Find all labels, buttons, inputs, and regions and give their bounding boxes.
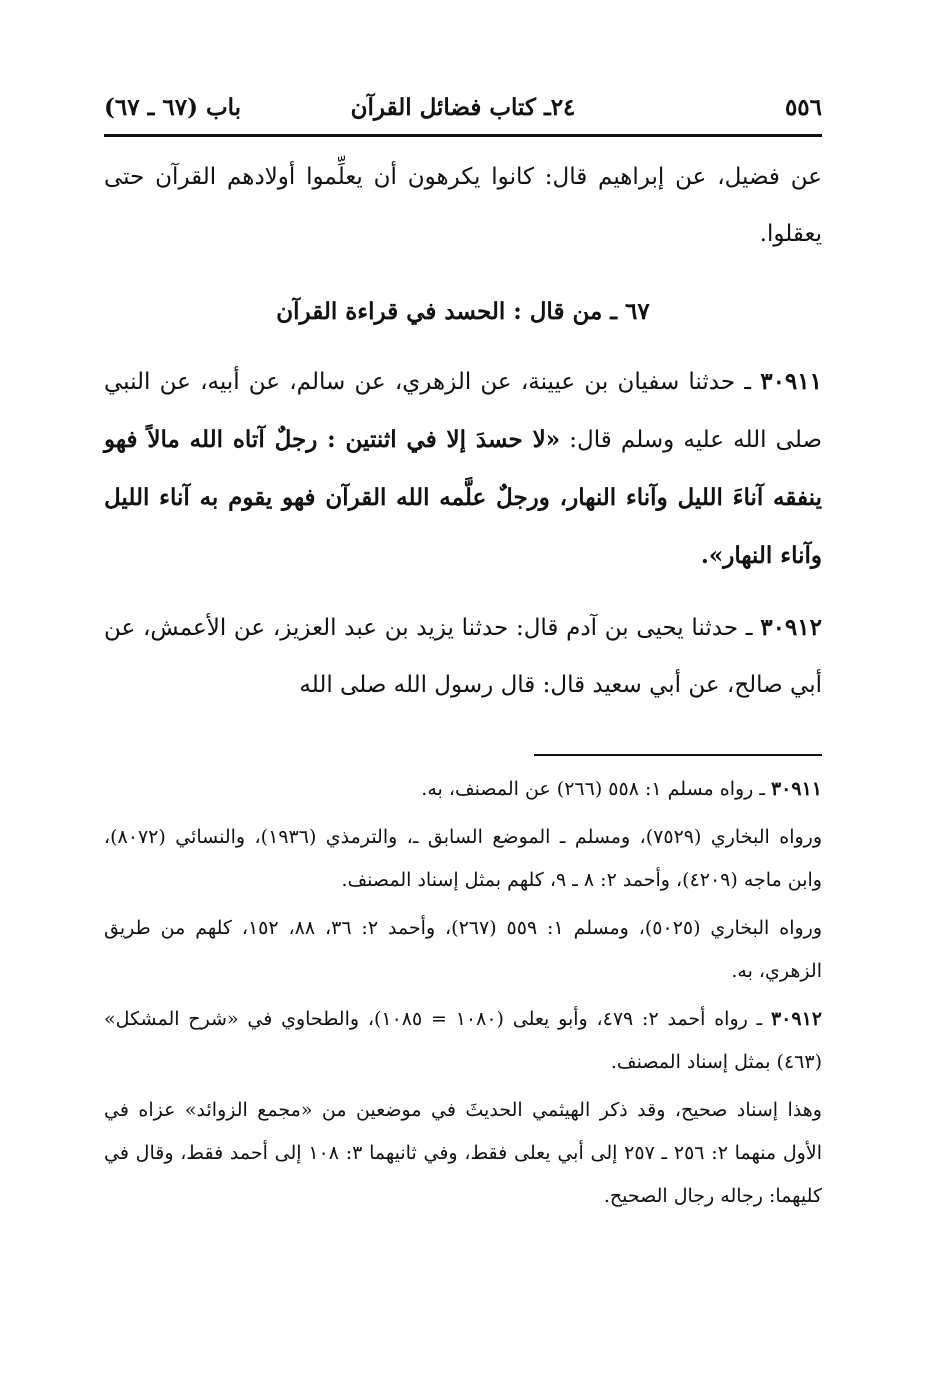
footnote-text: وهذا إسناد صحيح، وقد ذكر الهيثمي الحديثَ في موضعين من «مجمع الزوائد» عزاه في الأول منهما ٢: ٢٥٦ ـ ٢٥٧ إلى أبي يعلى فقط، وفي ثانيهما ٣: ١٠٨ إلى أحمد فقط، وقال في كليهما: رجاله رجال الصحيح. xyxy=(104,1099,822,1207)
hadith-30911 xyxy=(104,353,822,585)
footnote xyxy=(104,816,822,902)
footnote-text: ورواه البخاري (٧٥٢٩)، ومسلم ـ الموضع السابق ـ، والترمذي (١٩٣٦)، والنسائي (٨٠٧٢)، وابن ماجه (٤٢٠٩)، وأحمد ٢: ٨ ـ ٩، كلهم بمثل إسناد المصنف. xyxy=(104,826,822,891)
book-page xyxy=(104,88,822,1223)
footnote-text: ـ رواه أحمد ٢: ٤٧٩، وأبو يعلى (١٠٨٠ = ١٠٨٥)، والطحاوي في «شرح المشكل» (٤٦٣) بمثل إسناد المصنف. xyxy=(104,1008,822,1073)
page-header xyxy=(104,88,822,134)
chapter-range: باب (٦٧ ـ ٦٧) xyxy=(104,94,242,121)
footnote xyxy=(104,907,822,993)
intro-paragraph: عن فضيل، عن إبراهيم قال: كانوا يكرهون أن يعلِّموا أولادهم القرآن حتى يعقلوا. xyxy=(104,164,822,247)
footnote-text: ـ رواه مسلم ١: ٥٥٨ (٢٦٦) عن المصنف، به. xyxy=(421,778,771,800)
footnote xyxy=(104,768,822,811)
footnote-number: ٣٠٩١١ xyxy=(770,778,822,800)
section-heading: ٦٧ ـ من قال : الحسد في قراءة القرآن xyxy=(276,298,650,325)
footnote xyxy=(104,1089,822,1218)
page-number: ٥٥٦ xyxy=(784,94,822,121)
hadith-matn: «لا حسدَ إلا في اثنتين : رجلٌ آتاه الله مالاً فهو ينفقه آناءَ الليل وآناء النهار، ورجلٌ علَّمه الله القرآن فهو يقوم به آناء الليل وآناء النهار». xyxy=(104,426,822,569)
hadith-isnad: ـ حدثنا يحيى بن آدم قال: حدثنا يزيد بن عبد العزيز، عن الأعمش، عن أبي صالح، عن أبي سعيد قال: قال رسول الله صلى الله xyxy=(104,615,822,698)
hadith-number: ٣٠٩١٢ xyxy=(760,614,822,641)
footnote xyxy=(104,998,822,1084)
hadith-30912 xyxy=(104,599,822,714)
footnotes xyxy=(104,768,822,1218)
header-rule xyxy=(104,134,822,137)
footnote-text: ورواه البخاري (٥٠٢٥)، ومسلم ١: ٥٥٩ (٢٦٧)، وأحمد ٢: ٣٦، ٨٨، ١٥٢، كلهم من طريق الزهري، به. xyxy=(104,917,822,982)
footnote-number: ٣٠٩١٢ xyxy=(770,1008,822,1030)
hadith-number: ٣٠٩١١ xyxy=(760,368,822,395)
footnote-separator xyxy=(534,754,822,756)
hadith-isnad: ـ حدثنا سفيان بن عيينة، عن الزهري، عن سالم، عن أبيه، عن النبي صلى الله عليه وسلم قال: xyxy=(104,369,822,453)
book-title: ٢٤ـ كتاب فضائل القرآن xyxy=(350,94,576,121)
